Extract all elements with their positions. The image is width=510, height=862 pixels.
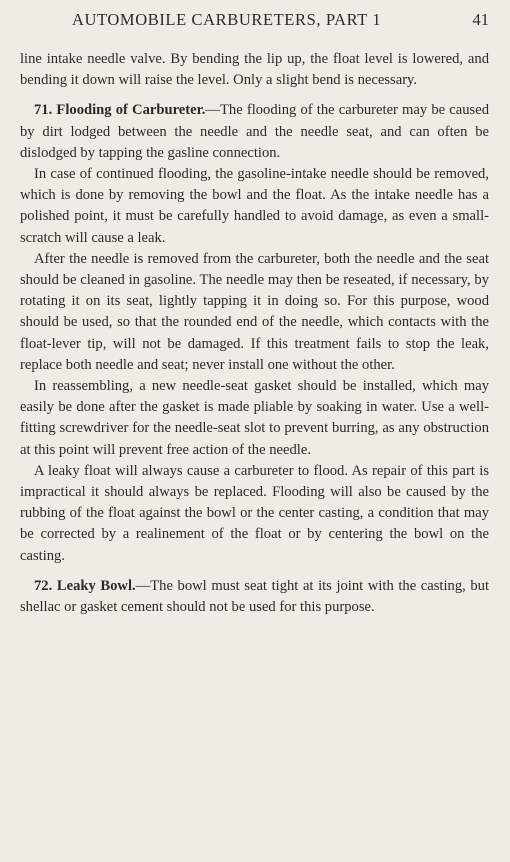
body-text <box>20 49 489 618</box>
section-number: 72. <box>34 577 53 594</box>
paragraph: After the needle is removed from the carbureter, both the needle and the seat should be cleaned in gasoline. The needle may then be reseated, if necessary, by rotating it on its seat, lightly tapping it in doing so. For this purpose, wood should be used, so that the rounded end of the needle, which contacts with the float-lever tip, will not be damaged. If this treatment fails to stop the leak, replace both needle and seat; never install one without the other. <box>20 250 489 373</box>
page-number: 41 <box>472 10 489 29</box>
paragraph: In case of continued flooding, the gasoline-intake needle should be removed, which is done by removing the bowl and the float. As the intake needle has a polished point, it must be carefully handled to avoid damage, as even a small-scratch will cause a leak. <box>20 166 489 246</box>
section-72-lead-paragraph <box>20 576 489 618</box>
section-lead-text: —The flooding of the carbureter may be caused by dirt lodged between the needle and the needle seat, and can often be dislodged by tapping the gasline connection. <box>20 102 489 161</box>
section-title: Flooding of Carbureter. <box>56 102 206 119</box>
paragraph: A leaky float will always cause a carbureter to flood. As repair of this part is impractical it should always be replaced. Flooding will also be caused by the rubbing of the float against the bowl or the center casting, a condition that may be corrected by a realinement of the float or by centering the bowl on the casting. <box>20 462 489 564</box>
paragraph-continuation: line intake needle valve. By bending the lip up, the float level is lowered, and bending it down will raise the level. Only a slight bend is necessary. <box>20 51 489 89</box>
section-71-lead-paragraph <box>20 100 489 164</box>
paragraph: In reassembling, a new needle-seat gasket should be installed, which may easily be done after the gasket is made pliable by soaking in water. Use a well-fitting screwdriver for the needle-seat slot to prevent burring, as any obstruction at this point will prevent free action of the needle. <box>20 378 489 458</box>
section-title: Leaky Bowl. <box>56 577 136 594</box>
running-title: AUTOMOBILE CARBURETERS, PART 1 <box>72 10 382 29</box>
section-number: 71. <box>34 102 53 119</box>
running-head <box>20 10 489 36</box>
section-lead-text: —The bowl must seat tight at its joint with the casting, but shellac or gasket cement should not be used for this purpose. <box>20 577 490 616</box>
